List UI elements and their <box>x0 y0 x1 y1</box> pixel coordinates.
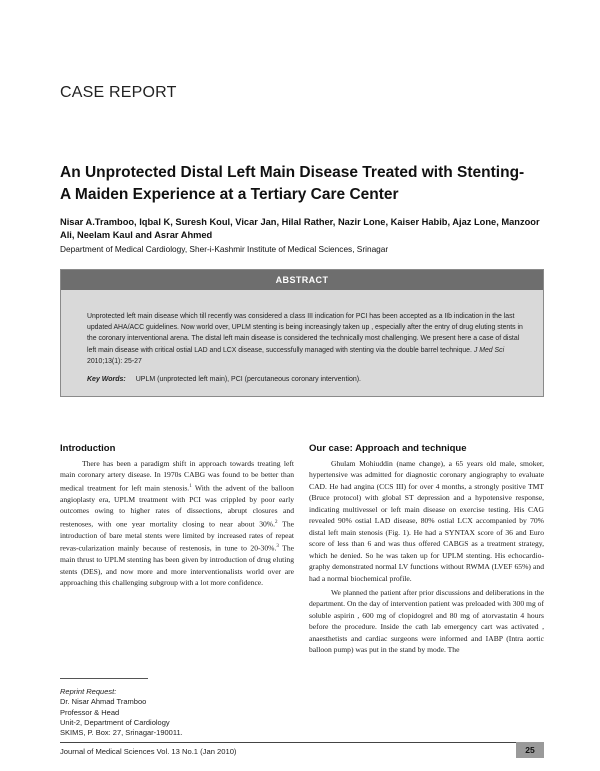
title-line-1: An Unprotected Distal Left Main Disease Treated with Stenting- <box>60 164 525 181</box>
abstract-journal-ref: J Med Sci <box>473 346 505 354</box>
reprint-divider <box>60 678 148 679</box>
intro-text-a: There has been a paradigm shift in approach towards treating left main coronary artery disease. In 1970s CABG was found to be better than medical treatment for left main stenosis. <box>60 459 294 493</box>
our-case-body <box>309 458 544 656</box>
abstract-body-text: Unprotected left main disease which till recently was considered a class III indication for PCI has been accepted as a IIb indication in the last updated AHA/ACC guidelines. Now world over, UPLM stenting is being increasingly taken up , especially after the entry of drug eluting stents in the coronary interventional arena. The distal left main disease is considered the technically most challenging. We present here a case of distal left main disease with critical ostial LAD and LCX disease, successfully managed with stenting via the double barrel technique. <box>87 313 523 354</box>
footer-divider <box>60 742 544 743</box>
intro-ref-1: 1 <box>189 483 192 489</box>
introduction-heading: Introduction <box>60 443 116 454</box>
keywords-label: Key Words: <box>87 376 126 383</box>
introduction-body <box>60 458 294 589</box>
abstract-citation: 2010;13(1): 25-27 <box>87 357 142 365</box>
intro-text-d: The main thrust to UPLM stenting has been given by introduction of drug eluting stents (DES), and now more and more interventionalists world over are approaching this challenging subgroup with a lot more confidence. <box>60 543 294 588</box>
author-line-1: Nisar A.Tramboo, Iqbal K, Suresh Koul, Vicar Jan, Hilal Rather, Nazir Lone, Kaiser Habib, Ajaz Lone, Manzoor <box>60 217 540 227</box>
article-title <box>60 162 560 206</box>
intro-ref-3: 3 <box>276 544 279 550</box>
our-case-heading: Our case: Approach and technique <box>309 443 467 454</box>
journal-footer: Journal of Medical Sciences Vol. 13 No.1 (Jan 2010) <box>60 747 237 756</box>
page-number: 25 <box>516 742 544 758</box>
reprint-name: Dr. Nisar Ahmad Tramboo <box>60 697 147 707</box>
abstract-heading: ABSTRACT <box>61 270 543 290</box>
keywords-text: UPLM (unprotected left main), PCI (percutaneous coronary intervention). <box>135 376 362 383</box>
reprint-request <box>60 687 183 738</box>
reprint-address: SKIMS, P. Box: 27, Srinagar-190011. <box>60 728 183 738</box>
intro-text-c: The introduction of bare metal stents were limited by increased rates of repeat revas-cularization mainly because of restenosis, in tune to 20-30%. <box>60 519 294 553</box>
abstract-text <box>87 311 525 367</box>
reprint-unit: Unit-2, Department of Cardiology <box>60 717 170 727</box>
author-list <box>60 216 550 242</box>
intro-ref-2: 2 <box>275 519 278 525</box>
introduction-paragraph <box>60 458 294 589</box>
our-case-paragraph-1: Ghulam Mohiuddin (name change), a 65 years old male, smoker, hypertensive was admitted for diagnostic coronary angiography to evaluate CAD. He had angina (CCS III) for over 4 months, a strongly positive TMT (Bruce protocol) with global ST depression and a hypotensive response, indicating multivessel or left main disease on exercise testing. His CAG revealed 90% ostial LAD disease, 80% ostial LCX accompanied by 70% distal left main stenosis (Fig. 1). He had a SYNTAX score of 36 and Euro score of less than 6 and was thus offered CABGS as a treatment strategy, which he denied. So he was taken up for UPLM stenting. His echocardio-graphy demonstrated normal LV functions without RWMA (LVEF 65%) and had a normal biochemical profile. <box>309 459 544 583</box>
intro-text-b: With the advent of the balloon angioplasty era, UPLM treatment with PCI was crippled by poor early outcomes owing to higher rates of dissections, abrupt closures and restenoses, with one year mortality closing to near about 30%. <box>60 483 294 529</box>
keywords <box>87 376 525 383</box>
reprint-role: Professor & Head <box>60 707 120 717</box>
our-case-paragraph-2: We planned the patient after prior discussions and deliberations in the department. On the day of intervention patient was preloaded with 300 mg of soluble aspirin , 600 mg of clopidogrel and 80 mg of atorvastatin 4 hours before the procedure. Inside the cath lab emergency cart was activated , anaesthetists and cardiac surgeons were informed and IABP (Intra aortic balloon pump) was put in the stand by mode. The <box>309 587 544 655</box>
title-line-2: A Maiden Experience at a Tertiary Care Center <box>60 186 399 203</box>
reprint-label: Reprint Request: <box>60 687 117 696</box>
department-affiliation: Department of Medical Cardiology, Sher-i-Kashmir Institute of Medical Sciences, Srinagar <box>60 244 389 254</box>
case-report-label: CASE REPORT <box>60 84 177 101</box>
abstract-box <box>60 269 544 397</box>
author-line-2: Ali, Neelam Kaul and Asrar Ahmed <box>60 230 213 240</box>
